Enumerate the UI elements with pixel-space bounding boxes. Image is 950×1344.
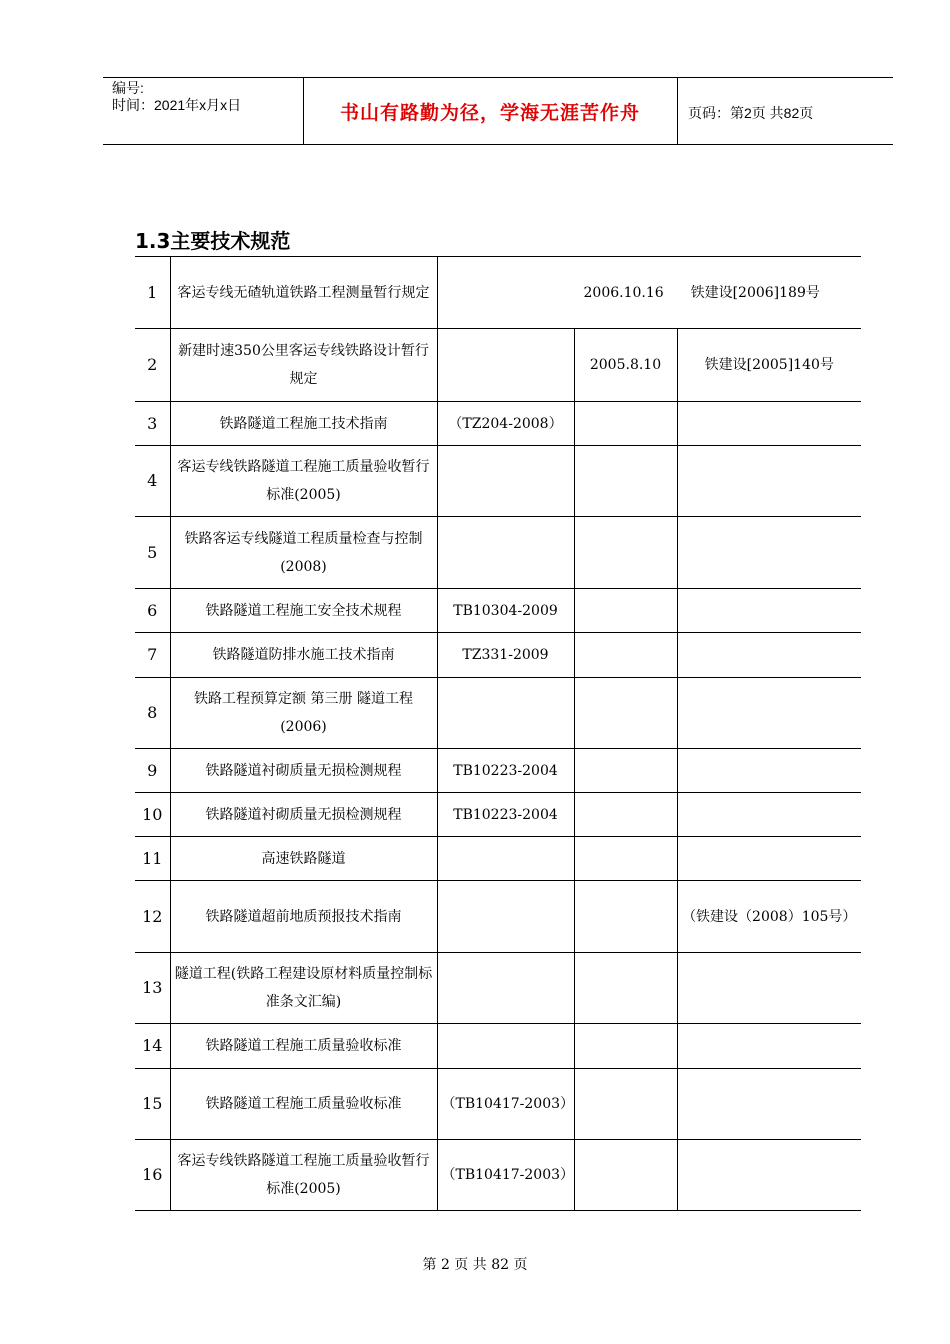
standard-date: 2006.10.16 (583, 284, 664, 301)
standard-document (677, 1069, 861, 1140)
standard-document (677, 749, 861, 793)
standard-document (677, 402, 861, 446)
standard-date (574, 678, 677, 749)
section-title: 1.3主要技术规范 (135, 229, 291, 253)
standard-name: 铁路隧道超前地质预报技术指南 (170, 881, 437, 953)
standard-name: 铁路隧道工程施工技术指南 (170, 402, 437, 446)
standard-code (437, 1024, 574, 1069)
row-number: 16 (135, 1140, 170, 1211)
standard-name: 新建时速350公里客运专线铁路设计暂行规定 (170, 329, 437, 402)
row-number: 15 (135, 1069, 170, 1140)
table-row (135, 953, 861, 1024)
standard-date (574, 1140, 677, 1211)
standard-name: 客运专线铁路隧道工程施工质量验收暂行标准(2005) (170, 1140, 437, 1211)
standard-code (437, 953, 574, 1024)
table-row (135, 1024, 861, 1069)
table-row (135, 1140, 861, 1211)
standard-name: 客运专线无碴轨道铁路工程测量暂行规定 (170, 257, 437, 329)
standard-code: （TB10417-2003） (437, 1069, 574, 1140)
standard-name: 铁路工程预算定额 第三册 隧道工程(2006) (170, 678, 437, 749)
standard-date (574, 749, 677, 793)
standard-code: （TZ204-2008） (437, 402, 574, 446)
standard-document (677, 678, 861, 749)
standard-date: 2005.8.10 (574, 329, 677, 402)
row-number: 7 (135, 633, 170, 678)
table-row (135, 633, 861, 678)
row-number: 9 (135, 749, 170, 793)
table-row (135, 446, 861, 517)
row-number: 2 (135, 329, 170, 402)
standard-date (574, 881, 677, 953)
header-bottom-rule (103, 144, 893, 145)
standard-name: 铁路隧道工程施工质量验收标准 (170, 1024, 437, 1069)
standard-name: 隧道工程(铁路工程建设原材料质量控制标准条文汇编) (170, 953, 437, 1024)
table-row (135, 1069, 861, 1140)
standard-name: 铁路隧道工程施工质量验收标准 (170, 1069, 437, 1140)
table-row (135, 749, 861, 793)
standard-document (677, 517, 861, 589)
standard-code: TB10223-2004 (437, 749, 574, 793)
row-number: 10 (135, 793, 170, 837)
standards-table (135, 256, 861, 1211)
table-row (135, 329, 861, 402)
standard-date (574, 837, 677, 881)
table-row (135, 402, 861, 446)
standard-document (677, 633, 861, 678)
standard-date (574, 517, 677, 589)
standard-code: TB10223-2004 (437, 793, 574, 837)
standard-document (677, 1140, 861, 1211)
header-motto: 书山有路勤为径，学海无涯苦作舟 (339, 102, 640, 124)
table-row (135, 257, 861, 329)
standard-code (437, 881, 574, 953)
row-number: 5 (135, 517, 170, 589)
table-row (135, 589, 861, 633)
standard-date (574, 446, 677, 517)
row-number: 6 (135, 589, 170, 633)
row-number: 4 (135, 446, 170, 517)
standard-name: 高速铁路隧道 (170, 837, 437, 881)
standard-code: （TB10417-2003） (437, 1140, 574, 1211)
header-divider (677, 77, 678, 144)
standard-code (437, 837, 574, 881)
standard-document (677, 1024, 861, 1069)
standard-name: 铁路隧道衬砌质量无损检测规程 (170, 793, 437, 837)
standard-code: TZ331-2009 (437, 633, 574, 678)
standard-document: 铁建设[2005]140号 (677, 329, 861, 402)
row-number: 8 (135, 678, 170, 749)
standard-date (574, 633, 677, 678)
standard-code (437, 446, 574, 517)
standard-date (574, 1024, 677, 1069)
page-footer: 第 2 页 共 82 页 (422, 1257, 528, 1273)
standard-code: TB10304-2009 (437, 589, 574, 633)
header-page-number: 页码：第2页 共82页 (688, 105, 814, 121)
standard-document (677, 837, 861, 881)
standard-document (677, 793, 861, 837)
document-number-label: 编号: (112, 80, 144, 96)
standard-name: 客运专线铁路隧道工程施工质量验收暂行标准(2005) (170, 446, 437, 517)
document-date-label: 时间：2021年x月x日 (112, 97, 242, 113)
standard-date (574, 1069, 677, 1140)
table-row (135, 881, 861, 953)
row-number: 11 (135, 837, 170, 881)
row-number: 13 (135, 953, 170, 1024)
standard-document (677, 589, 861, 633)
row-number: 3 (135, 402, 170, 446)
row-number: 1 (135, 257, 170, 329)
table-row (135, 837, 861, 881)
standard-code (437, 517, 574, 589)
standard-document: （铁建设（2008）105号） (677, 881, 861, 953)
standard-document: 铁建设[2006]189号 (690, 284, 820, 301)
standard-code (437, 678, 574, 749)
standard-name: 铁路隧道衬砌质量无损检测规程 (170, 749, 437, 793)
table-row (135, 793, 861, 837)
row-number: 14 (135, 1024, 170, 1069)
row-number: 12 (135, 881, 170, 953)
standard-date (574, 953, 677, 1024)
standard-name: 铁路隧道防排水施工技术指南 (170, 633, 437, 678)
standard-date (574, 402, 677, 446)
standard-date (574, 793, 677, 837)
standard-document (677, 446, 861, 517)
header-top-rule (103, 77, 893, 78)
table-row (135, 678, 861, 749)
standard-name: 铁路客运专线隧道工程质量检查与控制(2008) (170, 517, 437, 589)
standard-name: 铁路隧道工程施工安全技术规程 (170, 589, 437, 633)
standard-code (437, 329, 574, 402)
table-row (135, 517, 861, 589)
standard-document (677, 953, 861, 1024)
standard-date-doc (437, 257, 861, 329)
standard-date (574, 589, 677, 633)
header-meta (112, 80, 241, 114)
